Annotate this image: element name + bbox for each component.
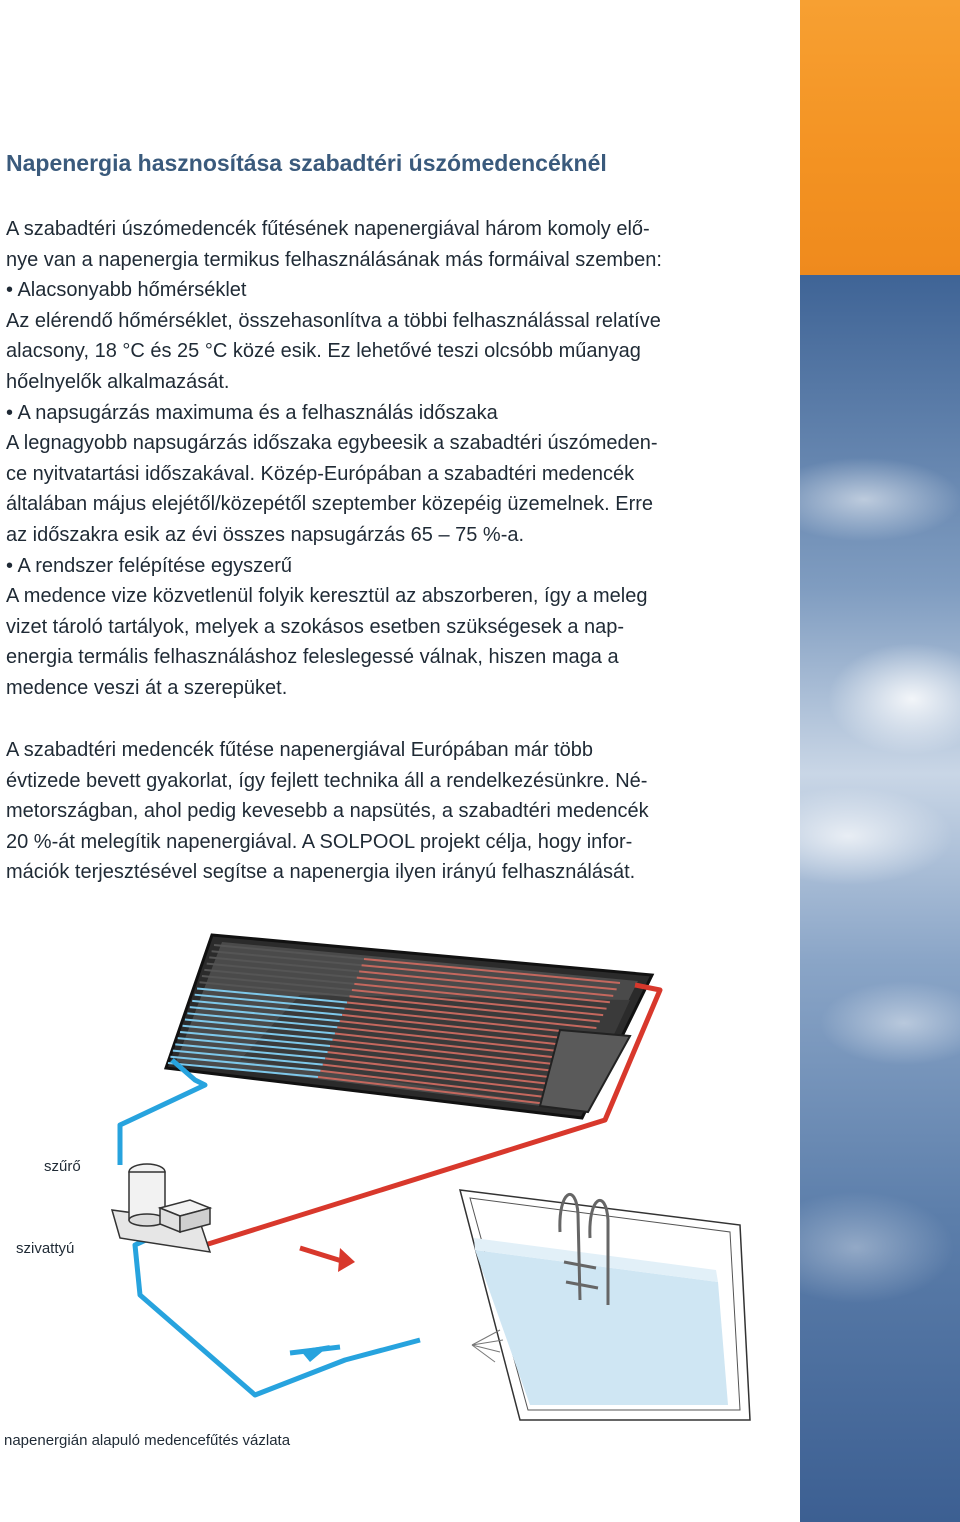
text-line: A szabadtéri úszómedencék fűtésének napenergiával három komoly elő- bbox=[6, 218, 650, 240]
cold-water-pipe-return bbox=[135, 1222, 420, 1395]
bullet-heading: • A rendszer felépítése egyszerű bbox=[6, 554, 293, 577]
diagram-caption: napenergián alapuló medencefűtés vázlata bbox=[4, 1432, 291, 1449]
text-line: A medence vize közvetlenül folyik keresztül az abszorberen, így a meleg bbox=[6, 585, 648, 608]
decorative-sidebar bbox=[800, 0, 960, 1522]
text-line: alacsony, 18 °C és 25 °C közé esik. Ez lehetővé teszi olcsóbb műanyag bbox=[6, 340, 641, 363]
second-paragraph bbox=[6, 735, 649, 888]
text-line: medence veszi át a szerepüket. bbox=[6, 676, 288, 699]
intro-paragraph bbox=[6, 214, 662, 704]
text-line: metországban, ahol pedig kevesebb a napsütés, a szabadtéri medencék bbox=[6, 800, 649, 823]
text-line: 20 %-át melegítik napenergiával. A SOLPOOL projekt célja, hogy infor- bbox=[6, 830, 633, 853]
pool-heating-diagram bbox=[0, 920, 800, 1440]
text-line: hőelnyelők alkalmazását. bbox=[6, 370, 230, 393]
pump-label: szivattyú bbox=[16, 1240, 75, 1257]
text-line: A szabadtéri medencék fűtése napenergiával Európában már több bbox=[6, 739, 594, 761]
text-line: vizet tároló tartályok, melyek a szokásos esetben szükségesek a nap- bbox=[6, 615, 625, 638]
text-line: az időszakra esik az évi összes napsugárzás 65 – 75 %-a. bbox=[6, 523, 525, 546]
filter-label: szűrő bbox=[44, 1158, 81, 1175]
swimming-pool bbox=[460, 1190, 750, 1420]
text-line: nye van a napenergia termikus felhasználásának más formáival szemben: bbox=[6, 248, 662, 271]
text-line: évtizede bevett gyakorlat, így fejlett technika áll a rendelkezésünkre. Né- bbox=[6, 769, 648, 792]
text-line: általában május elejétől/közepétől szeptember közepéig üzemelnek. Erre bbox=[6, 493, 654, 516]
text-line: ce nyitvatartási időszakával. Közép-Európában a szabadtéri medencék bbox=[6, 462, 635, 485]
sidebar-orange-band bbox=[800, 0, 960, 275]
text-line: energia termális felhasználáshoz feleslegessé válnak, hiszen maga a bbox=[6, 646, 619, 669]
sidebar-water-image bbox=[800, 275, 960, 1522]
page-title: Napenergia hasznosítása szabadtéri úszómedencéknél bbox=[6, 150, 607, 176]
bullet-heading: • Alacsonyabb hőmérséklet bbox=[6, 279, 247, 302]
text-line: mációk terjesztésével segítse a napenergia ilyen irányú felhasználását. bbox=[6, 861, 636, 884]
text-line: A legnagyobb napsugárzás időszaka egybeesik a szabadtéri úszómeden- bbox=[6, 432, 658, 455]
text-line: Az elérendő hőmérséklet, összehasonlítva a többi felhasználással relatíve bbox=[6, 309, 661, 332]
cold-water-pipe bbox=[120, 1060, 205, 1165]
bullet-heading: • A napsugárzás maximuma és a felhasználás időszaka bbox=[6, 401, 498, 424]
solar-collector bbox=[166, 935, 652, 1118]
